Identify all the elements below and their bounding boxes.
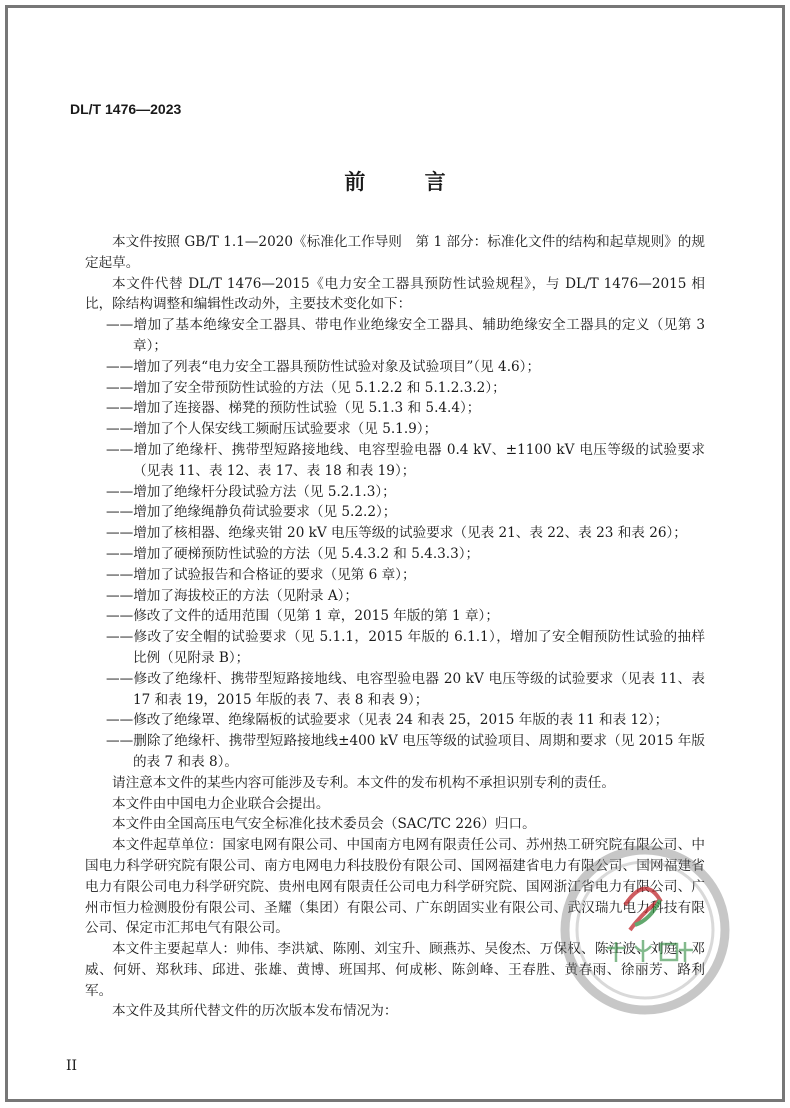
list-item: ——增加了硬梯预防性试验的方法（见 5.4.3.2 和 5.4.3.3）； xyxy=(106,545,480,562)
list-item: ——修改了绝缘罩、绝缘隔板的试验要求（见表 24 和表 25，2015 年版的表 11 和表 12）； xyxy=(106,712,669,729)
list-item: ——增加了绝缘绳静负荷试验要求（见 5.2.2）； xyxy=(106,504,397,521)
list-item: ——修改了文件的适用范围（见第 1 章，2015 年版的第 1 章）； xyxy=(106,608,499,625)
list-item: ——修改了安全帽的试验要求（见 5.1.1，2015 年版的 6.1.1），增加了安全帽预防性试验的抽样比例（见附录 B）； xyxy=(106,629,705,666)
paragraph: 本文件主要起草人：帅伟、李洪斌、陈刚、刘宝升、顾燕苏、吴俊杰、万保权、陈江波、刘庭、邓威、何妍、郑秋玮、邱进、张雄、黄博、班国邦、何成彬、陈剑峰、王春胜、黄春雨、徐丽芳、路利军。 xyxy=(85,941,705,999)
list-item: ——增加了个人保安线工频耐压试验要求（见 5.1.9）； xyxy=(106,421,438,438)
standard-code-header: DL/T 1476—2023 xyxy=(70,101,182,117)
list-item: ——增加了连接器、梯凳的预防性试验（见 5.1.3 和 5.4.4）； xyxy=(106,400,481,417)
paragraph: 本文件由全国高压电气安全标准化技术委员会（SAC/TC 226）归口。 xyxy=(112,816,536,833)
paragraph: 本文件及其所代替文件的历次版本发布情况为： xyxy=(112,1003,398,1020)
list-item: ——删除了绝缘杆、携带型短路接地线±400 kV 电压等级的试验项目、周期和要求（见 2015 年版的表 7 和表 8）。 xyxy=(106,733,705,770)
list-item: ——增加了核相器、绝缘夹钳 20 kV 电压等级的试验要求（见表 21、表 22、表 23 和表 26）； xyxy=(106,525,687,542)
changes-list xyxy=(85,315,705,773)
page-title: 前 言 xyxy=(344,170,472,194)
list-item: ——增加了绝缘杆分段试验方法（见 5.2.1.3）； xyxy=(106,483,396,500)
paragraph: 本文件按照 GB/T 1.1—2020《标准化工作导则 第 1 部分：标准化文件的结构和起草规则》的规定起草。 xyxy=(85,234,705,271)
paragraph: 本文件起草单位：国家电网有限公司、中国南方电网有限责任公司、苏州热工研究院有限公司、中国电力科学研究院有限公司、南方电网电力科技股份有限公司、国网福建省电力有限公司、国网福建省电力有限公司电力科学研究院、贵州电网有限责任公司电力科学研究院、国网浙江省电力有限公司、广州市恒力检测股份有限公司、圣耀（集团）有限公司、广东朗固实业有限公司、武汉瑞九电力科技有限公司、保定市汇邦电气有限公司。 xyxy=(85,837,705,937)
page-number: II xyxy=(66,1058,78,1074)
list-item: ——增加了试验报告和合格证的要求（见第 6 章）； xyxy=(106,566,416,583)
paragraph: 本文件代替 DL/T 1476—2015《电力安全工器具预防性试验规程》，与 DL/T 1476—2015 相比，除结构调整和编辑性改动外，主要技术变化如下： xyxy=(85,275,705,313)
list-item: ——增加了绝缘杆、携带型短路接地线、电容型验电器 0.4 kV、±1100 kV 电压等级的试验要求（见表 11、表 12、表 17、表 18 和表 19）； xyxy=(106,441,705,479)
list-item: ——增加了列表“电力安全工器具预防性试验对象及试验项目”（见 4.6）； xyxy=(106,358,541,375)
paragraph: 请注意本文件的某些内容可能涉及专利。本文件的发布机构不承担识别专利的责任。 xyxy=(112,774,615,791)
document-body xyxy=(85,232,705,1022)
paragraph: 本文件由中国电力企业联合会提出。 xyxy=(112,795,330,812)
list-item: ——修改了绝缘杆、携带型短路接地线、电容型验电器 20 kV 电压等级的试验要求（见表 11、表 17 和表 19，2015 年版的表 7、表 8 和表 9）； xyxy=(106,670,705,708)
list-item: ——增加了基本绝缘安全工器具、带电作业绝缘安全工器具、辅助绝缘安全工器具的定义（见第 3 章）； xyxy=(106,317,705,354)
list-item: ——增加了海拔校正的方法（见附录 A）； xyxy=(106,587,359,604)
list-item: ——增加了安全带预防性试验的方法（见 5.1.2.2 和 5.1.2.3.2）； xyxy=(106,379,506,396)
